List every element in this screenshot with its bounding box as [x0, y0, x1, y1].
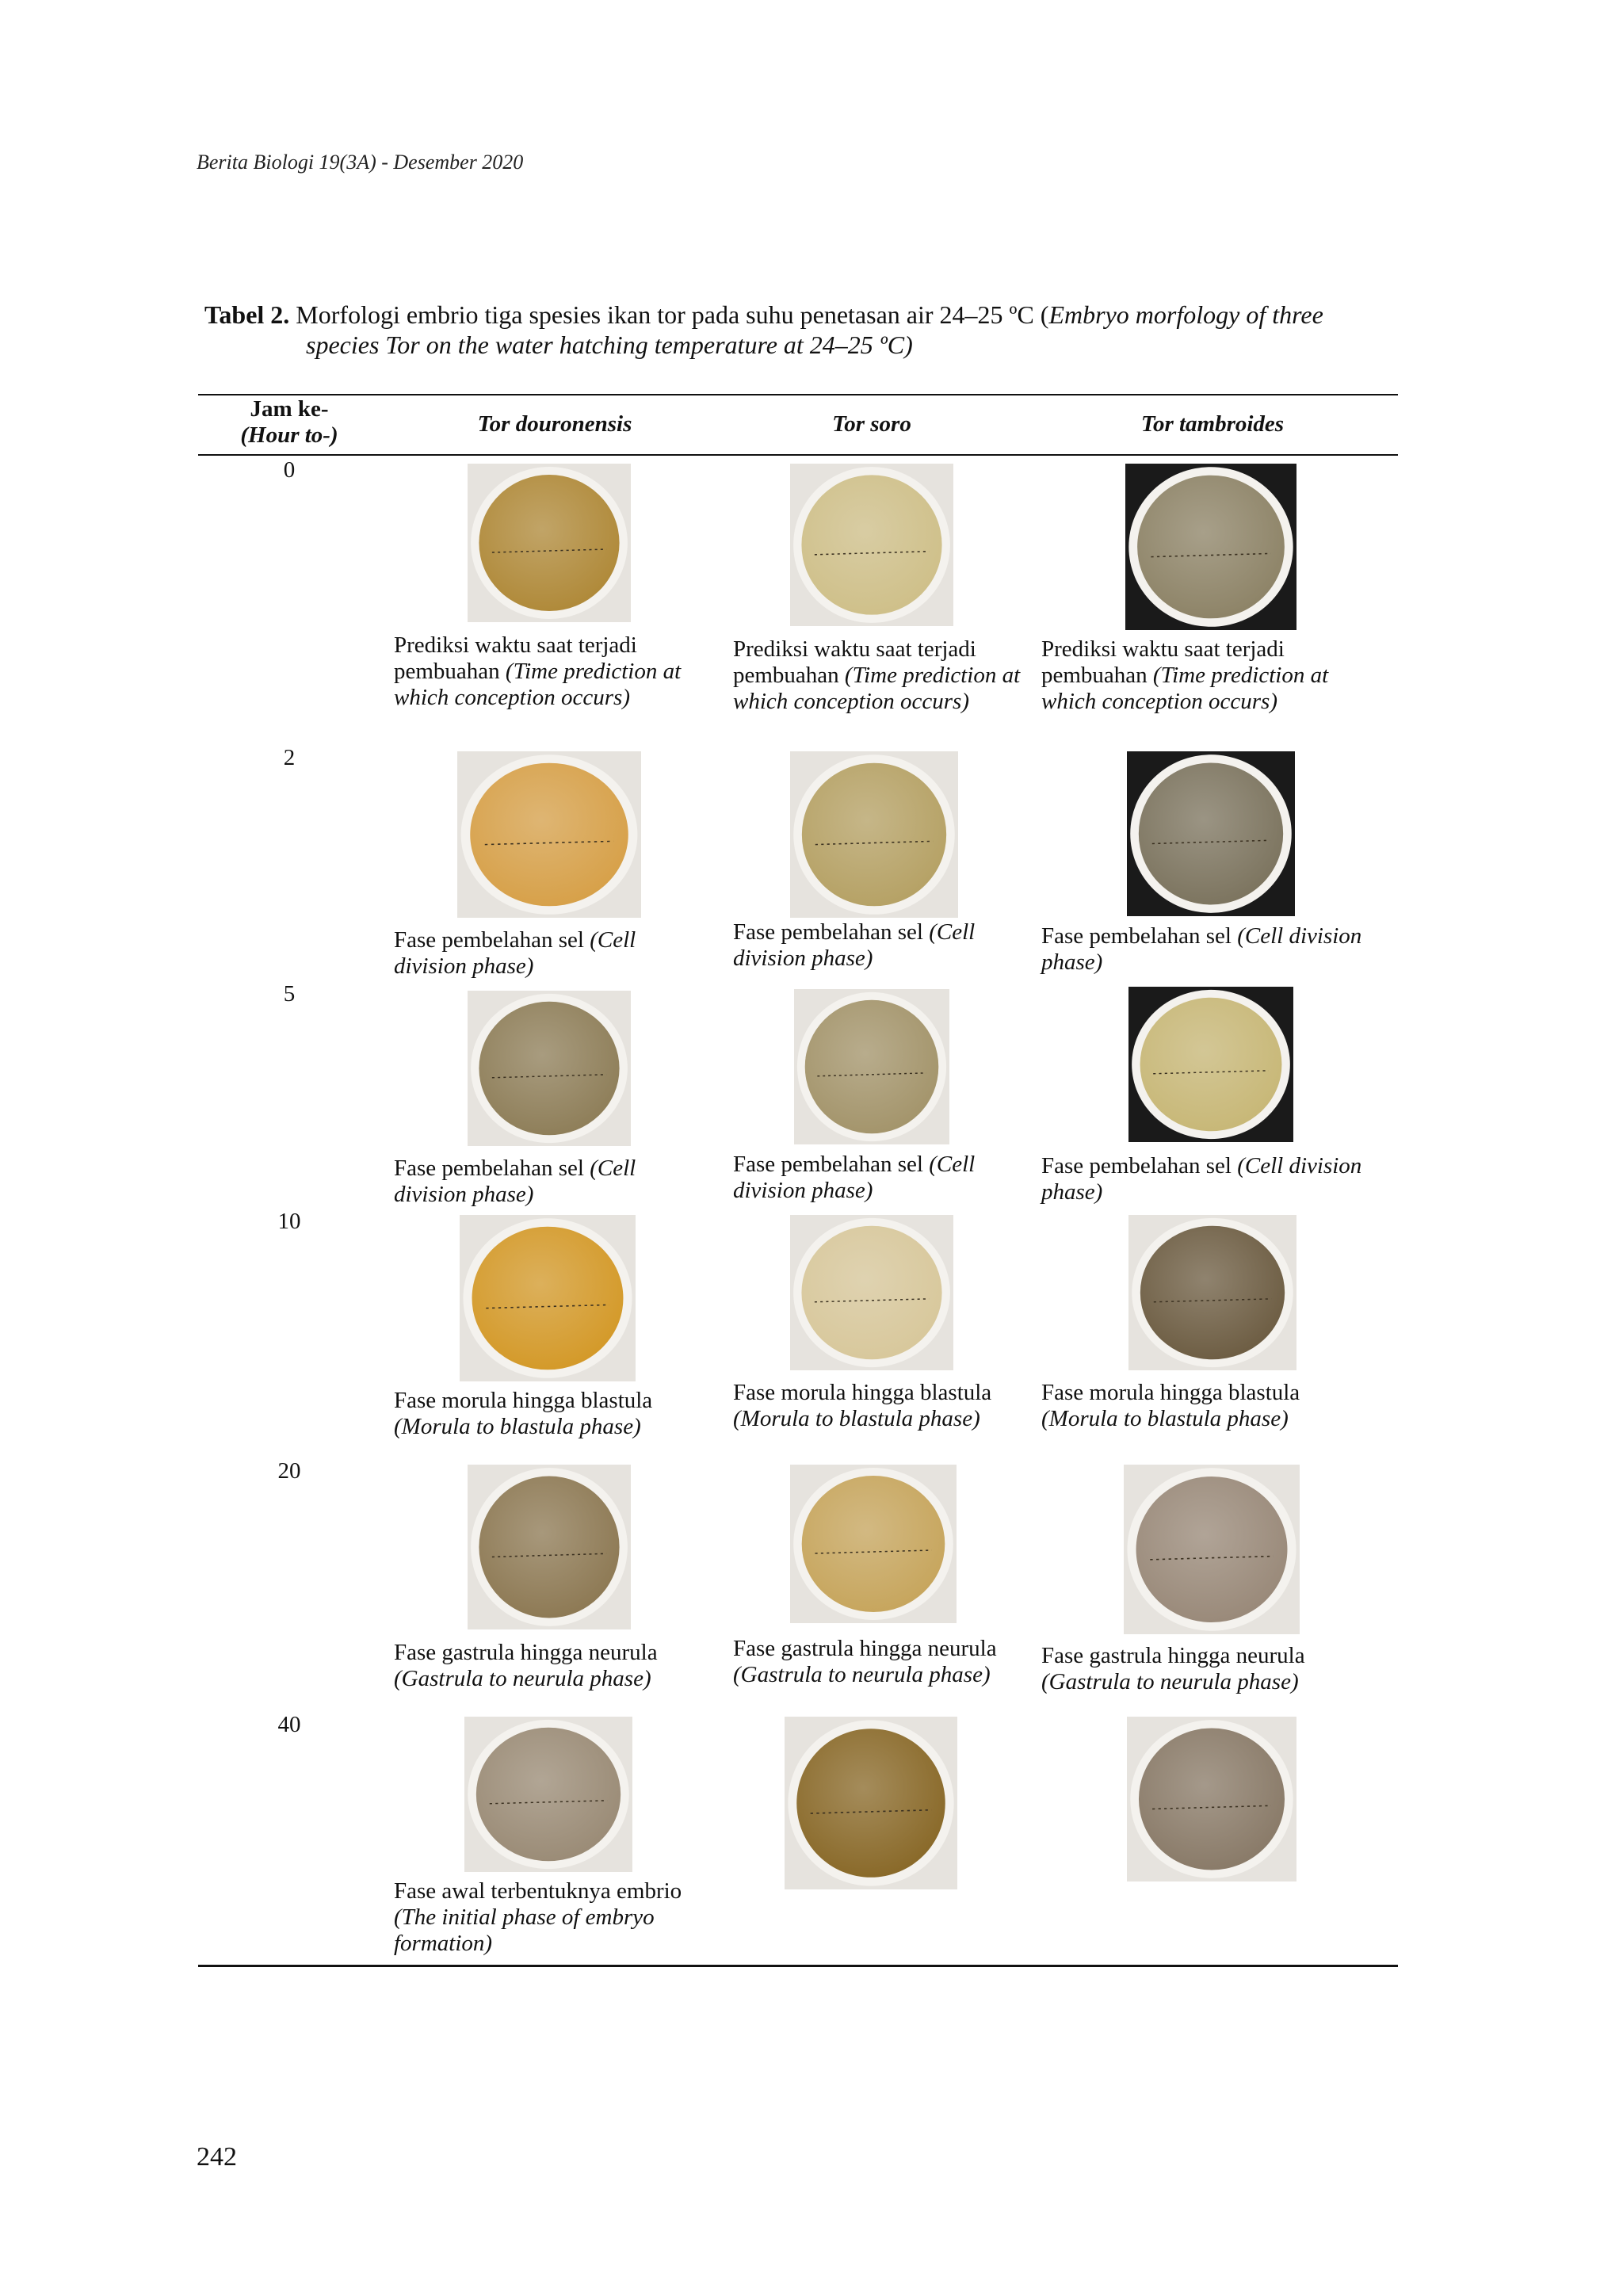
caption-english-line2: species Tor on the water hatching temperature at 24–25 ºC) [306, 330, 913, 359]
egg-yolk [1139, 763, 1283, 905]
header-tor-douronensis: Tor douronensis [477, 411, 632, 437]
egg-yolk [1139, 1729, 1285, 1870]
egg-yolk [1136, 1477, 1288, 1622]
embryo-photo-tor-tambroides [1125, 464, 1296, 630]
embryo-photo-tor-douronensis [457, 751, 641, 918]
embryo-photo-tor-tambroides [1127, 1717, 1296, 1881]
egg-yolk [479, 1477, 619, 1618]
caption-label: Tabel 2. [204, 300, 290, 329]
hour-label: 40 [277, 1712, 301, 1737]
phase-name: Fase gastrula hingga neurula [1041, 1643, 1305, 1668]
phase-name-english: (Gastrula to neurula phase) [1041, 1669, 1299, 1694]
phase-name: Fase morula hingga blastula [733, 1380, 992, 1405]
microscope-image [790, 751, 958, 918]
embryo-photo-tor-douronensis [464, 1717, 632, 1872]
phase-description-tor-tambroides [1041, 923, 1366, 976]
running-head: Berita Biologi 19(3A) - Desember 2020 [197, 151, 524, 174]
embryo-photo-tor-soro [790, 751, 958, 918]
phase-name: Fase gastrula hingga neurula [733, 1636, 997, 1661]
page-number: 242 [197, 2142, 237, 2172]
header-tor-tambroides: Tor tambroides [1140, 411, 1285, 437]
phase-name: Fase pembelahan sel [1041, 1153, 1238, 1179]
phase-description-tor-tambroides [1041, 1380, 1366, 1432]
phase-name-english: (Time prediction at which conception occurs) [1041, 663, 1329, 714]
microscope-image [1124, 1465, 1300, 1634]
phase-description-tor-soro [733, 919, 1034, 972]
hour-label: 10 [277, 1209, 301, 1234]
microscope-image [1127, 751, 1295, 916]
microscope-image [460, 1215, 636, 1381]
microscope-image [1127, 1717, 1296, 1881]
egg-yolk [472, 1227, 624, 1370]
phase-description-tor-tambroides [1041, 636, 1366, 715]
egg-yolk [802, 763, 946, 907]
embryo-photo-tor-soro [790, 1215, 953, 1370]
microscope-image [790, 1215, 953, 1370]
egg-yolk [479, 1002, 619, 1136]
egg-yolk [1140, 998, 1282, 1132]
phase-description-tor-tambroides [1041, 1153, 1366, 1205]
phase-name: Prediksi waktu saat terjadi pembuahan [1041, 636, 1285, 688]
embryo-photo-tor-tambroides [1124, 1465, 1300, 1634]
phase-description-tor-soro [733, 1636, 1034, 1688]
microscope-image [1128, 987, 1293, 1142]
microscope-image [464, 1717, 632, 1872]
phase-name: Fase morula hingga blastula [1041, 1380, 1300, 1405]
egg-yolk [470, 763, 628, 907]
phase-description-tor-soro [733, 1152, 1034, 1204]
phase-description-tor-douronensis [394, 927, 695, 980]
phase-description-tor-soro [733, 1380, 1034, 1432]
phase-name-english: (Cell division phase) [1041, 1153, 1362, 1205]
microscope-image [794, 989, 949, 1144]
embryo-photo-tor-douronensis [460, 1215, 636, 1381]
hour-label: 5 [283, 981, 296, 1007]
phase-name: Fase pembelahan sel [733, 1152, 930, 1177]
embryo-photo-tor-douronensis [468, 464, 631, 622]
embryo-photo-tor-soro [790, 1465, 957, 1623]
phase-description-tor-tambroides [1041, 1643, 1366, 1695]
embryo-photo-tor-soro [794, 989, 949, 1144]
egg-yolk [805, 1000, 939, 1134]
hour-label: 2 [283, 745, 296, 770]
caption-text: Morfologi embrio tiga spesies ikan tor pada suhu penetasan air 24–25 ºC ( [289, 300, 1049, 329]
embryo-photo-tor-soro [790, 464, 953, 626]
phase-name-english: (Morula to blastula phase) [1041, 1406, 1289, 1431]
phase-name-english: (Cell division phase) [1041, 923, 1362, 975]
microscope-image [457, 751, 641, 918]
embryo-photo-tor-tambroides [1128, 987, 1293, 1142]
phase-name-english: (Gastrula to neurula phase) [733, 1662, 991, 1687]
microscope-image [1128, 1215, 1296, 1370]
phase-name: Prediksi waktu saat terjadi pembuahan [733, 636, 976, 688]
phase-name-english: (Morula to blastula phase) [394, 1414, 641, 1439]
phase-name: Fase pembelahan sel [394, 1156, 590, 1181]
phase-name-english: (Gastrula to neurula phase) [394, 1666, 651, 1691]
microscope-image [785, 1717, 957, 1889]
microscope-image [790, 1465, 957, 1623]
phase-description-tor-soro [733, 636, 1034, 715]
embryo-photo-tor-douronensis [468, 1465, 631, 1629]
phase-name: Fase awal terbentuknya embrio [394, 1878, 682, 1904]
egg-yolk [801, 475, 941, 614]
phase-description-tor-douronensis [394, 1388, 695, 1440]
phase-name: Fase pembelahan sel [1041, 923, 1238, 949]
egg-yolk [801, 1226, 941, 1360]
embryo-photo-tor-tambroides [1128, 1215, 1296, 1370]
phase-name-english: (Cell division phase) [733, 919, 976, 971]
egg-yolk [476, 1728, 621, 1862]
microscope-image [1125, 464, 1296, 630]
microscope-image [468, 1465, 631, 1629]
phase-name-english: (Time prediction at which conception occurs) [733, 663, 1021, 714]
table-caption [204, 300, 1441, 360]
phase-description-tor-douronensis [394, 632, 695, 711]
egg-yolk [802, 1476, 945, 1612]
hour-label: 0 [283, 457, 296, 483]
embryo-photo-tor-soro [785, 1717, 957, 1889]
header-hour-line1: Jam ke- [250, 396, 329, 422]
table-top-rule [198, 394, 1398, 395]
microscope-image [468, 991, 631, 1146]
phase-description-tor-douronensis [394, 1640, 695, 1692]
header-tor-soro: Tor soro [832, 411, 911, 437]
phase-name: Fase gastrula hingga neurula [394, 1640, 658, 1665]
phase-description-tor-douronensis [394, 1878, 695, 1957]
caption-english: Embryo morfology of three [1048, 300, 1323, 329]
phase-name-english: (Cell division phase) [394, 927, 636, 979]
egg-yolk [1137, 476, 1285, 619]
phase-name-english: (Morula to blastula phase) [733, 1406, 980, 1431]
egg-yolk [479, 475, 619, 611]
egg-yolk [796, 1729, 945, 1877]
embryo-photo-tor-tambroides [1127, 751, 1295, 916]
phase-name: Prediksi waktu saat terjadi pembuahan [394, 632, 637, 684]
table-header-rule [198, 454, 1398, 456]
egg-yolk [1140, 1226, 1285, 1360]
table-bottom-rule [198, 1965, 1398, 1967]
phase-name-english: (Cell division phase) [733, 1152, 976, 1203]
phase-name-english: (Cell division phase) [394, 1156, 636, 1207]
phase-name: Fase morula hingga blastula [394, 1388, 653, 1413]
hour-label: 20 [277, 1458, 301, 1484]
phase-name-english: (Time prediction at which conception occurs) [394, 659, 682, 710]
header-hour-line2: (Hour to-) [240, 422, 338, 448]
embryo-photo-tor-douronensis [468, 991, 631, 1146]
microscope-image [468, 464, 631, 622]
microscope-image [790, 464, 953, 626]
phase-name-english: (The initial phase of embryo formation) [394, 1904, 655, 1956]
phase-name: Fase pembelahan sel [733, 919, 930, 945]
phase-name: Fase pembelahan sel [394, 927, 590, 953]
phase-description-tor-douronensis [394, 1156, 695, 1208]
header-hour [206, 396, 372, 449]
